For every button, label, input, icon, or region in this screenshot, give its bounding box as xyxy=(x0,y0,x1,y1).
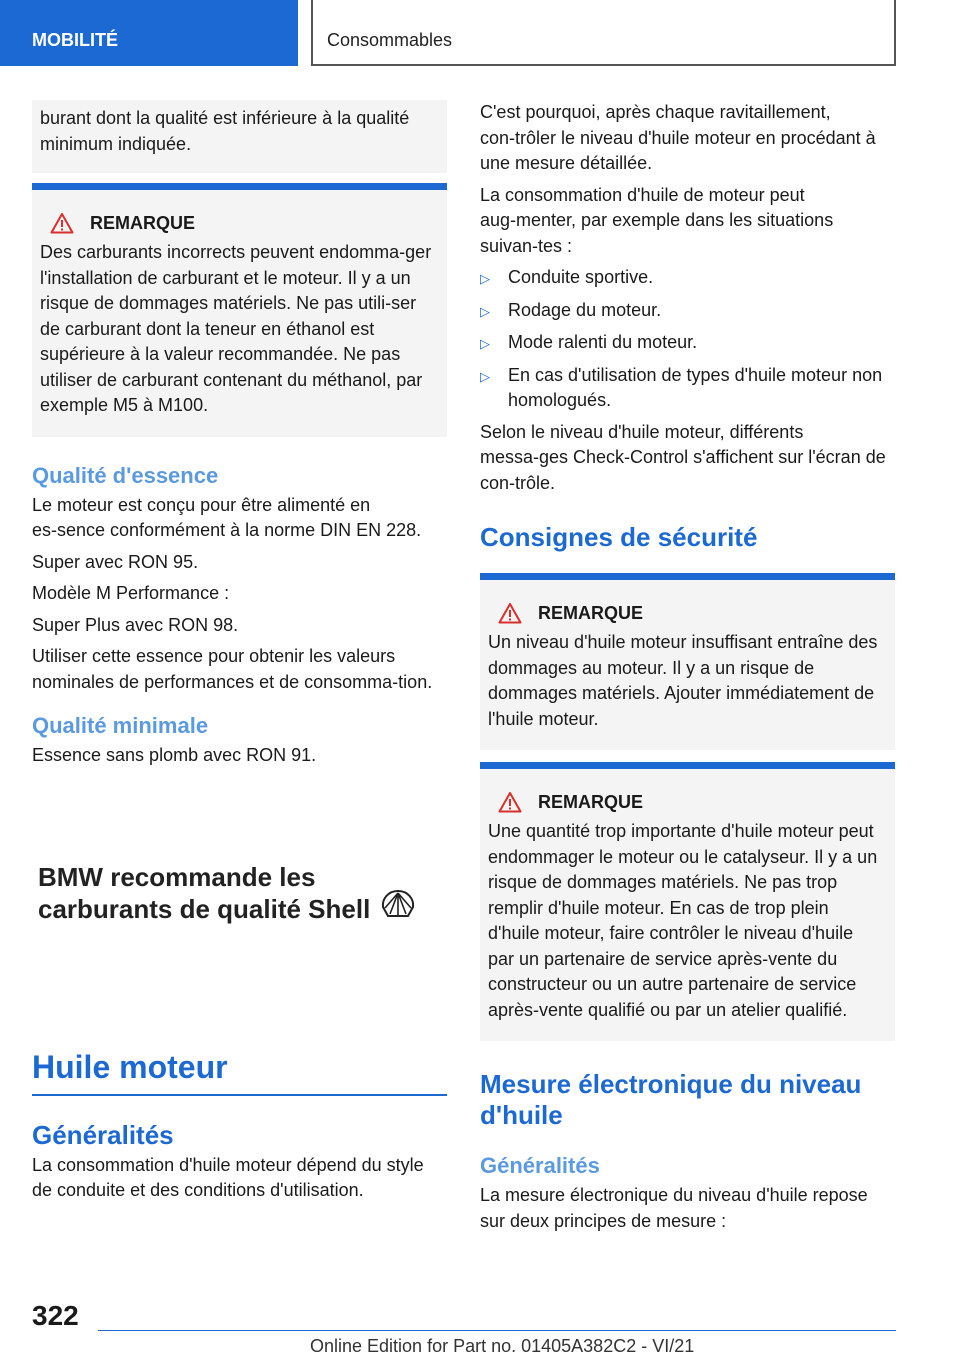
essence-paragraph: Super avec RON 95. xyxy=(32,551,199,572)
page-footer xyxy=(0,1296,960,1362)
measure-general-heading: Généralités xyxy=(480,1153,600,1178)
list-item-text: Rodage du moteur. xyxy=(508,299,662,320)
list-item-text: En cas d'utilisation de types d'huile moteur non homologués. xyxy=(508,364,883,410)
notice-title-label: REMARQUE xyxy=(538,602,644,623)
list-item-text: Conduite sportive. xyxy=(508,267,654,287)
edition-note: Online Edition for Part no. 01405A382C2 - VI/21 xyxy=(310,1336,695,1356)
notice-box-overfill xyxy=(480,762,895,1041)
check-control-paragraph: Selon le niveau d'huile moteur, différents messa‑ges Check-Control s'affichent sur l'écran de con‑trôle. xyxy=(480,421,886,493)
section-tab: MOBILITÉ xyxy=(0,0,298,66)
essence-paragraph: Utiliser cette essence pour obtenir les valeurs nominales de performances et de consomma‑tion. xyxy=(32,646,433,692)
warning-triangle-icon xyxy=(498,791,522,813)
situation-list xyxy=(480,265,895,414)
measure-text: La mesure électronique du niveau d'huile repose sur deux principes de mesure : xyxy=(480,1185,868,1231)
page-header xyxy=(0,0,960,66)
notice-title xyxy=(40,212,435,234)
triangle-right-icon: ▷ xyxy=(480,336,490,351)
shell-recommendation xyxy=(38,861,447,925)
shell-text xyxy=(38,861,370,925)
oil-section-heading: Huile moteur xyxy=(32,1049,447,1096)
notice-text: Des carburants incorrects peuvent endomma‑ger l'installation de carburant et le moteur. Il y a un risque de dommages matériels. Ne pas utili‑ser de carburant dont la teneur en éthanol est supérieure à la valeur recommandée. Ne pas utiliser de carburant contenant du méthanol, par exemple M5 à M100. xyxy=(40,242,432,415)
list-item xyxy=(480,363,895,414)
continued-notice-box xyxy=(32,100,447,173)
notice-title-label: REMARQUE xyxy=(538,791,644,812)
essence-heading: Qualité d'essence xyxy=(32,462,219,488)
min-quality-text: Essence sans plomb avec RON 91. xyxy=(32,745,317,765)
list-item xyxy=(480,265,895,292)
notice-title xyxy=(488,602,883,624)
list-item xyxy=(480,298,895,325)
general-text: La consommation d'huile moteur dépend du style de conduite et des conditions d'utilisation. xyxy=(32,1154,424,1200)
chapter-title: Consommables xyxy=(311,0,896,66)
notice-text: Un niveau d'huile moteur insuffisant entraîne des dommages au moteur. Il y a un risque de dommages matériels. Ajouter immédiatement de l'huile moteur. xyxy=(488,632,878,729)
triangle-right-icon: ▷ xyxy=(480,271,490,286)
warning-triangle-icon xyxy=(498,602,522,624)
essence-paragraph: Modèle M Performance : xyxy=(32,583,230,603)
warning-triangle-icon xyxy=(50,212,74,234)
min-quality-heading: Qualité minimale xyxy=(32,713,209,738)
notice-box-fuel xyxy=(32,183,447,437)
shell-text-line: BMW recommande les xyxy=(38,861,316,892)
left-column xyxy=(32,100,447,1210)
essence-paragraph: Le moteur est conçu pour être alimenté en es‑sence conformément à la norme DIN EN 228. xyxy=(32,494,422,540)
triangle-right-icon: ▷ xyxy=(480,368,490,384)
continued-text: burant dont la qualité est inférieure à la qualité minimum indiquée. xyxy=(40,108,410,154)
right-column xyxy=(480,100,895,1240)
shell-text-line: carburants de qualité Shell xyxy=(38,893,371,924)
safety-heading: Consignes de sécurité xyxy=(480,522,758,552)
page-number: 322 xyxy=(32,1300,79,1331)
notice-title-label: REMARQUE xyxy=(90,212,196,233)
shell-logo-icon xyxy=(380,889,416,919)
triangle-right-icon: ▷ xyxy=(480,303,490,319)
list-item-text: Mode ralenti du moteur. xyxy=(508,332,698,352)
oil-check-paragraph: C'est pourquoi, après chaque ravitaillement, con‑trôler le niveau d'huile moteur en procédant à une mesure détaillée. xyxy=(480,102,876,173)
list-item xyxy=(480,330,895,357)
notice-box-low-oil xyxy=(480,573,895,750)
oil-consumption-paragraph: La consommation d'huile de moteur peut aug‑menter, par exemple dans les situations suivan‑tes : xyxy=(480,184,834,256)
footer-divider xyxy=(98,1330,896,1331)
notice-title xyxy=(488,791,883,813)
essence-paragraph: Super Plus avec RON 98. xyxy=(32,614,239,635)
notice-text: Une quantité trop importante d'huile moteur peut endommager le moteur ou le catalyseur. Il y a un risque de dommages matériels. Ne pas trop remplir d'huile moteur. En cas de trop plein d'huile moteur, faire contrôler le niveau d'huile par un partenaire de service après-vente du constructeur ou un autre partenaire de service après-vente qualifié ou par un atelier qualifié. xyxy=(488,821,878,1020)
general-heading: Généralités xyxy=(32,1119,174,1150)
measure-heading: Mesure électronique du niveau d'huile xyxy=(480,1069,862,1130)
